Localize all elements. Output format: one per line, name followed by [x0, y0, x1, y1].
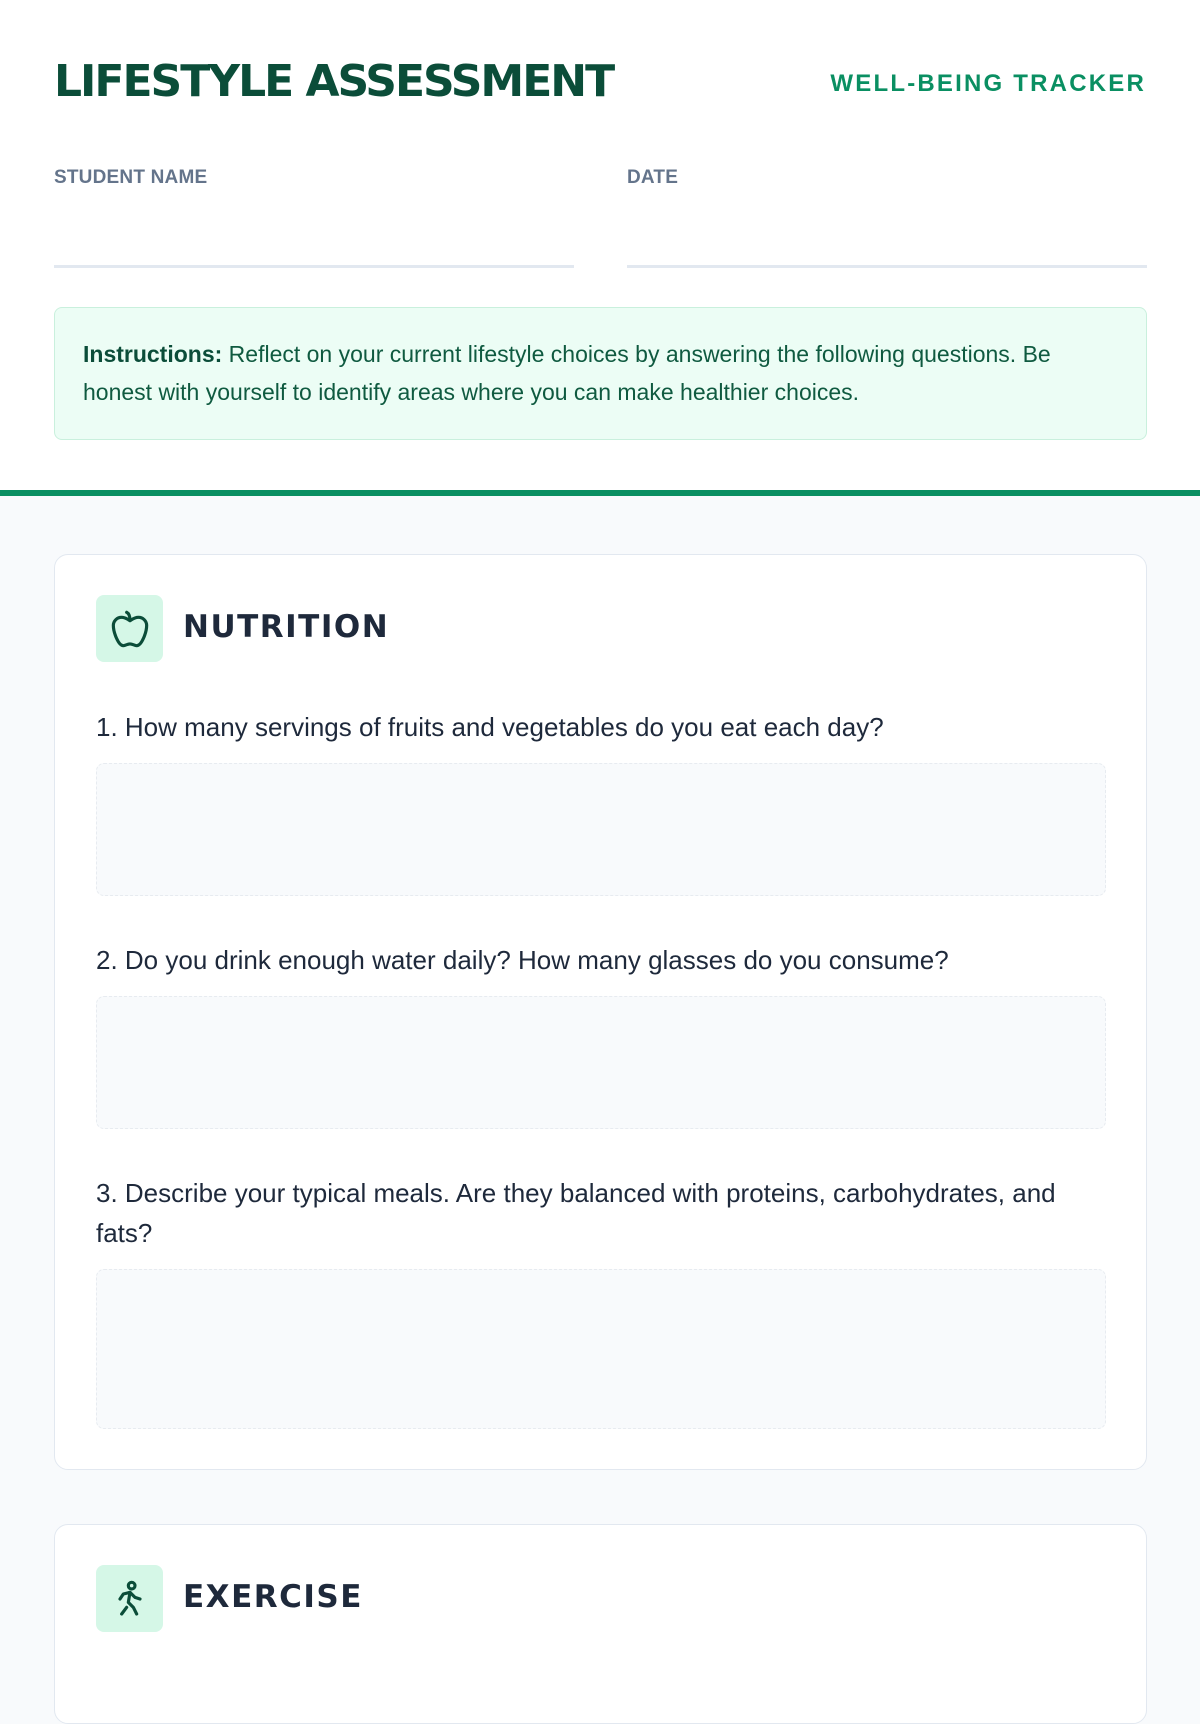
worksheet-header — [0, 0, 1200, 496]
student-name-label: STUDENT NAME — [54, 167, 208, 188]
instructions-label: Instructions: — [83, 341, 223, 367]
page-title: LIFESTYLE ASSESSMENT — [54, 56, 614, 107]
question-3: 3. Describe your typical meals. Are they balanced with proteins, carbohydrates, and fats? — [96, 1178, 1056, 1248]
page-subtitle: WELL-BEING TRACKER — [830, 70, 1146, 97]
question-2: 2. Do you drink enough water daily? How many glasses do you consume? — [96, 945, 949, 975]
apple-icon — [96, 595, 163, 662]
answer-box-1[interactable] — [96, 763, 1106, 896]
answer-box-3[interactable] — [96, 1269, 1106, 1429]
section-title-nutrition: NUTRITION — [183, 609, 390, 645]
date-label: DATE — [627, 167, 679, 188]
answer-box-2[interactable] — [96, 996, 1106, 1129]
student-name-input[interactable] — [54, 232, 574, 268]
question-1: 1. How many servings of fruits and vegetables do you eat each day? — [96, 712, 884, 742]
date-input[interactable] — [627, 232, 1147, 268]
instructions-text: Reflect on your current lifestyle choices by answering the following questions. Be honest with yourself to identify areas where you can make healthier choices. — [83, 341, 1051, 405]
running-figure-icon — [96, 1565, 163, 1632]
section-title-exercise: EXERCISE — [183, 1579, 363, 1615]
section-nutrition — [54, 554, 1147, 1470]
student-name-field — [54, 167, 574, 268]
section-exercise — [54, 1524, 1147, 1724]
instructions-box — [54, 307, 1147, 440]
date-field — [627, 167, 1147, 268]
